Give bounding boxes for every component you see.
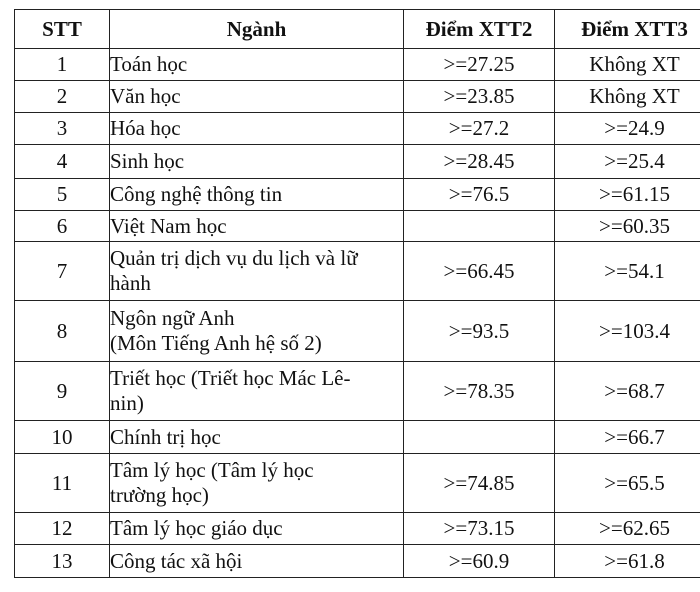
cell-xtt2: >=73.15 <box>404 513 555 545</box>
cell-stt: 6 <box>15 211 110 242</box>
cell-stt: 9 <box>15 362 110 421</box>
header-stt: STT <box>15 10 110 49</box>
major-line: Công nghệ thông tin <box>110 182 283 206</box>
major-line: Việt Nam học <box>110 213 227 238</box>
cell-major <box>110 113 404 145</box>
cell-xtt3: Không XT <box>555 49 700 81</box>
cell-major <box>110 145 404 179</box>
cell-xtt3: >=61.15 <box>555 179 700 211</box>
cell-xtt3: >=65.5 <box>555 454 700 513</box>
cell-xtt2: >=76.5 <box>404 179 555 211</box>
cell-stt: 4 <box>15 145 110 179</box>
cell-stt: 5 <box>15 179 110 211</box>
major-line: Công tác xã hội <box>110 548 243 573</box>
header-xtt3: Điểm XTT3 <box>555 10 700 49</box>
cell-stt: 3 <box>15 113 110 145</box>
table-row <box>15 113 700 145</box>
cell-xtt3: >=61.8 <box>555 545 700 578</box>
cell-major <box>110 421 404 454</box>
major-line: (Môn Tiếng Anh hệ số 2) <box>110 331 322 355</box>
cell-major <box>110 179 404 211</box>
header-major: Ngành <box>110 10 404 49</box>
cell-xtt3: >=24.9 <box>555 113 700 145</box>
major-line: Tâm lý học giáo dục <box>110 516 283 540</box>
table-row <box>15 211 700 242</box>
cell-stt: 2 <box>15 81 110 113</box>
cell-major <box>110 362 404 421</box>
cell-major <box>110 49 404 81</box>
cell-xtt2 <box>404 211 555 242</box>
cell-xtt3: >=62.65 <box>555 513 700 545</box>
major-line: Chính trị học <box>110 424 221 449</box>
major-line: Ngôn ngữ Anh <box>110 306 235 330</box>
cell-xtt2: >=27.2 <box>404 113 555 145</box>
table-row <box>15 513 700 545</box>
cell-stt: 8 <box>15 301 110 362</box>
table-row <box>15 81 700 113</box>
cell-stt: 10 <box>15 421 110 454</box>
cell-major <box>110 242 404 301</box>
admission-score-table <box>14 9 700 578</box>
cell-major <box>110 513 404 545</box>
cell-stt: 11 <box>15 454 110 513</box>
major-line: Văn học <box>110 84 181 108</box>
cell-xtt2: >=28.45 <box>404 145 555 179</box>
table-row <box>15 242 700 301</box>
major-line: Quản trị dịch vụ du lịch và lữ <box>110 246 358 270</box>
header-xtt2: Điểm XTT2 <box>404 10 555 49</box>
cell-major <box>110 545 404 578</box>
major-line: Tâm lý học (Tâm lý học <box>110 458 314 482</box>
major-line: nin) <box>110 391 144 415</box>
table-row <box>15 301 700 362</box>
cell-major <box>110 81 404 113</box>
cell-xtt2: >=60.9 <box>404 545 555 578</box>
cell-stt: 1 <box>15 49 110 81</box>
major-line: trường học) <box>110 483 209 507</box>
cell-xtt2: >=66.45 <box>404 242 555 301</box>
cell-xtt3: >=103.4 <box>555 301 700 362</box>
cell-stt: 7 <box>15 242 110 301</box>
cell-xtt3: >=60.35 <box>555 211 700 242</box>
cell-xtt3: >=25.4 <box>555 145 700 179</box>
major-line: Sinh học <box>110 149 185 173</box>
major-line: hành <box>110 271 151 295</box>
major-line: Toán học <box>110 52 188 76</box>
major-line: Hóa học <box>110 116 181 140</box>
cell-xtt3: >=54.1 <box>555 242 700 301</box>
cell-stt: 12 <box>15 513 110 545</box>
cell-major <box>110 301 404 362</box>
major-line: Triết học (Triết học Mác Lê- <box>110 366 351 390</box>
table-header-row <box>15 10 700 49</box>
cell-major <box>110 211 404 242</box>
table-row <box>15 454 700 513</box>
table-row <box>15 49 700 81</box>
cell-major <box>110 454 404 513</box>
cell-xtt2: >=23.85 <box>404 81 555 113</box>
table-row <box>15 179 700 211</box>
table-row <box>15 545 700 578</box>
cell-xtt3: Không XT <box>555 81 700 113</box>
cell-xtt3: >=68.7 <box>555 362 700 421</box>
cell-xtt2 <box>404 421 555 454</box>
table-row <box>15 145 700 179</box>
cell-xtt2: >=27.25 <box>404 49 555 81</box>
cell-stt: 13 <box>15 545 110 578</box>
cell-xtt2: >=78.35 <box>404 362 555 421</box>
cell-xtt3: >=66.7 <box>555 421 700 454</box>
cell-xtt2: >=93.5 <box>404 301 555 362</box>
cell-xtt2: >=74.85 <box>404 454 555 513</box>
table-row <box>15 362 700 421</box>
table-row <box>15 421 700 454</box>
